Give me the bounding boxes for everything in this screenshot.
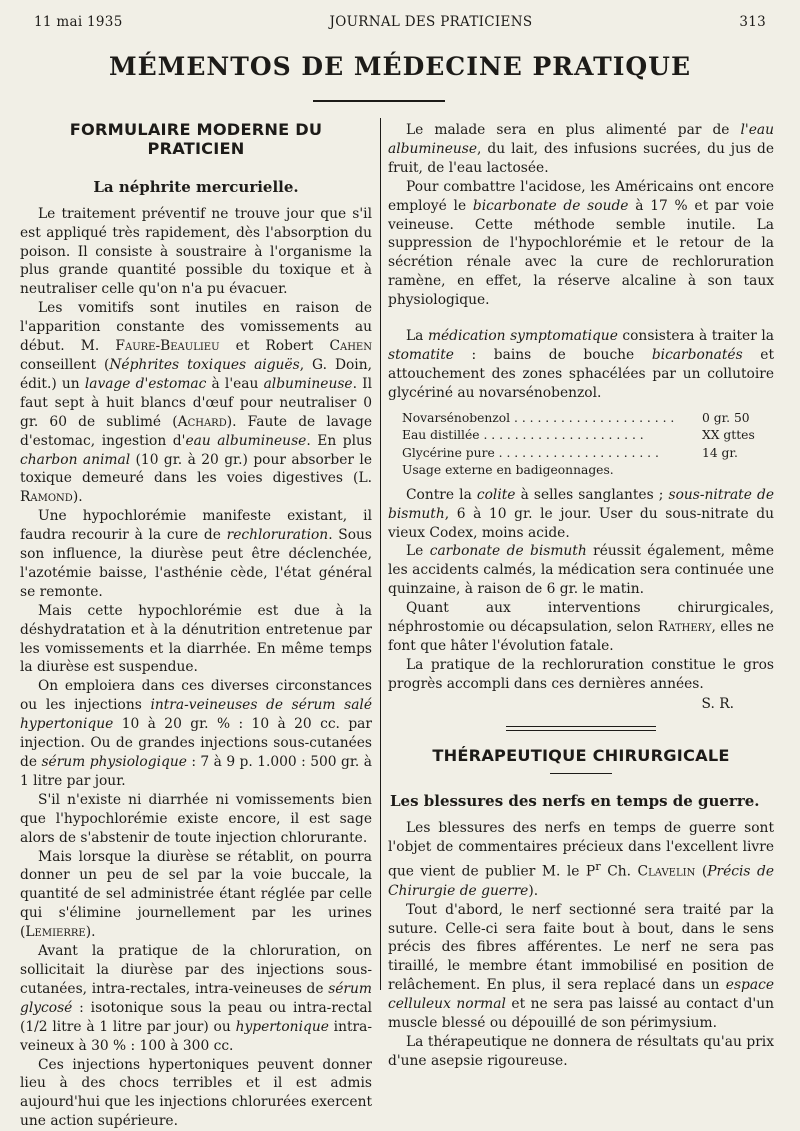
section-title-rule — [550, 773, 612, 774]
paragraph: Mais cette hypochlorémie est due à la déshydratation et à la dénutrition entretenue par les vomissements et la diarrhée. En même temps la diurèse est suspendue. — [20, 602, 372, 678]
paragraph: Les vomitifs sont inutiles en raison de l'apparition constante des vomissements au début. M. Faure-Beaulieu et Robert Cahen conseillent (Néphrites toxiques aiguës, G. Doin, édit.) un lavage d'estomac à l'eau albumineuse. Il faut sept à huit blancs d'œuf pour neutraliser 0 gr. 60 de sublimé (Achard). Faute de lavage d'estomac, ingestion d'eau albumineuse. En plus charbon animal (10 gr. à 20 gr.) pour absorber le toxique demeuré dans les voies digestives (L. Ramond). — [20, 299, 372, 507]
ingredient-name: Novarsénobenzol . . . — [402, 410, 702, 428]
paragraph: Contre la colite à selles sanglantes ; sous-nitrate de bismuth, 6 à 10 gr. le jour. User du sous-nitrate du vieux Codex, moins acide. — [388, 486, 774, 543]
paragraph: Quant aux interventions chirurgicales, néphrostomie ou décapsulation, selon Rathery, elles ne font que hâter l'évolution fatale. — [388, 599, 774, 656]
paragraph: Avant la pratique de la chloruration, on sollicitait la diurèse par des injections sous-cutanées, intra-rectales, intra-veineuses de sérum glycosé : isotonique sous la peau ou intra-rectal (1/2 litre à 1 litre par jour) ou hypertonique intra-veineux à 30 % : 100 à 300 cc. — [20, 942, 372, 1055]
paragraph: Pour combattre l'acidose, les Américains ont encore employé le bicarbonate de soude à 17 % et par voie veineuse. Cette méthode semble inutile. La suppression de l'hypochlorémie et le retour de la sécrétion rénale avec la cure de rechloruration ramène, en effet, la réserve alcaline à son taux physiologique. — [388, 178, 774, 310]
article-title-nephrite: La néphrite mercurielle. — [20, 178, 372, 197]
section-title-formulaire: FORMULAIRE MODERNE DU PRATICIEN — [20, 121, 372, 159]
prescription-usage: Usage externe en badigeonnages. — [388, 462, 774, 480]
right-column — [388, 121, 774, 1071]
ingredient-name: Glycérine pure . . . — [402, 445, 702, 463]
paragraph: Les blessures des nerfs en temps de guerre sont l'objet de commentaires précieux dans l'excellent livre que vient de publier M. le $P^r$ Ch. Clavelin (Précis de Chirurgie de guerre). — [388, 819, 774, 900]
column-divider — [380, 118, 381, 990]
header-page-number: 313 — [739, 14, 766, 30]
ingredient-quantity: 0 gr. 50 — [702, 410, 774, 428]
article-title-blessures: Les blessures des nerfs en temps de guerre. — [390, 792, 774, 811]
paragraph: Le traitement préventif ne trouve jour que s'il est appliqué très rapidement, dès l'absorption du poison. Il consiste à soustraire à l'organisme la plus grande quantité possible du toxique et à neutraliser celle qu'on n'a pu évacuer. — [20, 205, 372, 300]
prescription-row — [388, 445, 774, 463]
running-header — [34, 14, 766, 30]
section-separator — [506, 726, 656, 731]
title-rule — [313, 100, 445, 102]
paragraph: La pratique de la rechloruration constitue le gros progrès accompli dans ces dernières années. — [388, 656, 774, 694]
paragraph: La médication symptomatique consistera à traiter la stomatite : bains de bouche bicarbonatés et attouchement des zones sphacélées par un collutoire glycériné au novarsénobenzol. — [388, 327, 774, 403]
paragraph: La thérapeutique ne donnera de résultats qu'au prix d'une asepsie rigoureuse. — [388, 1033, 774, 1071]
prescription-row — [388, 427, 774, 445]
paragraph: Mais lorsque la diurèse se rétablit, on pourra donner un peu de sel par la voie buccale, la quantité de sel administrée étant réglée par celle qui s'élimine journellement par les urines (Lemierre). — [20, 848, 372, 943]
left-column — [20, 121, 372, 1131]
section-title-therapeutique: THÉRAPEUTIQUE CHIRURGICALE — [388, 747, 774, 766]
author-signature: S. R. — [388, 695, 774, 714]
prescription-formula — [388, 410, 774, 480]
paragraph: Une hypochlorémie manifeste existant, il faudra recourir à la cure de rechloruration. Sous son influence, la diurèse peut être déclenchée, l'azotémie baisse, l'asthénie cède, l'état général se remonte. — [20, 507, 372, 602]
page-title: MÉMENTOS DE MÉDECINE PRATIQUE — [0, 52, 800, 81]
paragraph: On emploiera dans ces diverses circonstances ou les injections intra-veineuses de sérum salé hypertonique 10 à 20 gr. % : 10 à 20 cc. par injection. Ou de grandes injections sous-cutanées de sérum physiologique : 7 à 9 p. 1.000 : 500 gr. à 1 litre par jour. — [20, 677, 372, 790]
header-journal: JOURNAL DES PRATICIENS — [330, 14, 533, 30]
ingredient-quantity: XX gttes — [702, 427, 774, 445]
ingredient-quantity: 14 gr. — [702, 445, 774, 463]
paragraph: Le malade sera en plus alimenté par de l'eau albumineuse, du lait, des infusions sucrées, du jus de fruit, de l'eau lactosée. — [388, 121, 774, 178]
header-date: 11 mai 1935 — [34, 14, 123, 30]
paragraph: Tout d'abord, le nerf sectionné sera traité par la suture. Celle-ci sera faite bout à bout, dans le sens précis des fibres afférentes. Le nerf ne sera pas tiraillé, le membre étant immobilisé en position de relâchement. En plus, il sera replacé dans un espace celluleux normal et ne sera pas laissé au contact d'un muscle blessé ou dépouillé de son périmysium. — [388, 901, 774, 1033]
paragraph: Le carbonate de bismuth réussit également, même les accidents calmés, la médication sera continuée une quinzaine, à raison de 6 gr. le matin. — [388, 542, 774, 599]
prescription-row — [388, 410, 774, 428]
paragraph: Ces injections hypertoniques peuvent donner lieu à des chocs terribles et il est admis aujourd'hui que les injections chlorurées exercent une action supérieure. — [20, 1056, 372, 1131]
ingredient-name: Eau distillée . . . — [402, 427, 702, 445]
paragraph: S'il n'existe ni diarrhée ni vomissements bien que l'hypochlorémie existe encore, il est sage alors de s'abstenir de toute injection chlorurante. — [20, 791, 372, 848]
